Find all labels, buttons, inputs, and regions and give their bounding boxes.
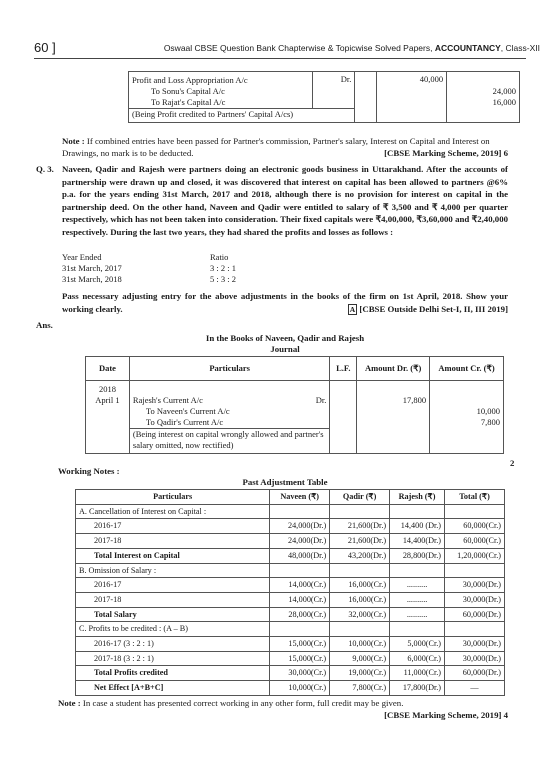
previous-journal-table xyxy=(128,71,520,123)
particulars-cell: 2016-17 xyxy=(76,519,270,534)
total-cell: 30,000(Dr.) xyxy=(445,592,505,607)
particulars-cell: 2016-17 (3 : 2 : 1) xyxy=(76,637,270,652)
credit-account: To Qadir's Current A/c xyxy=(129,417,329,429)
naveen-cell xyxy=(270,622,330,637)
credit-account: To Naveen's Current A/c xyxy=(129,406,329,417)
narration-cell: (Being Profit credited to Partners' Capital A/cs) xyxy=(129,109,355,123)
qadir-cell: 7,800(Cr.) xyxy=(330,681,390,696)
particulars-cell xyxy=(129,395,329,406)
ratio-year: 31st March, 2018 xyxy=(62,274,122,284)
title-subject: ACCOUNTANCY xyxy=(434,43,501,53)
col-lf: L.F. xyxy=(330,357,357,381)
total-cell: 1,20,000(Cr.) xyxy=(445,548,505,563)
qadir-cell: 43,200(Dr.) xyxy=(330,548,390,563)
particulars-cell: B. Omission of Salary : xyxy=(76,563,270,578)
qadir-cell: 16,000(Cr.) xyxy=(330,592,390,607)
table-row xyxy=(76,622,505,637)
total-cell: 60,000(Dr.) xyxy=(445,666,505,681)
lf-cell xyxy=(355,97,377,109)
particulars-cell: Total Salary xyxy=(76,607,270,622)
past-table-title: Past Adjustment Table xyxy=(242,477,328,487)
total-cell: — xyxy=(445,681,505,696)
ratio-row xyxy=(62,263,236,274)
table-row xyxy=(129,72,520,87)
title-prefix: Oswaal CBSE Question Bank Chapterwise & Topicwise Solved Papers, xyxy=(163,43,435,53)
qadir-cell: 16,000(Cr.) xyxy=(330,578,390,593)
col-particulars: Particulars xyxy=(76,490,270,505)
note-full-credit xyxy=(58,698,508,710)
debit-account: Rajesh's Current A/c xyxy=(132,395,203,405)
naveen-cell: 24,000(Dr.) xyxy=(270,534,330,549)
particulars-cell: 2017-18 xyxy=(76,534,270,549)
amount-dr-cell xyxy=(377,86,447,97)
qadir-cell: 21,600(Dr.) xyxy=(330,519,390,534)
rajesh-cell: 11,000(Cr.) xyxy=(390,666,445,681)
journal-title: Journal xyxy=(270,344,300,354)
particulars-cell xyxy=(129,381,329,396)
question-instruction xyxy=(62,290,508,316)
amount-dr-cell xyxy=(357,417,430,429)
question-reference xyxy=(348,303,508,317)
amount-cr-cell: 16,000 xyxy=(447,97,520,109)
rajesh-cell xyxy=(390,622,445,637)
table-row xyxy=(76,651,505,666)
amount-cr-cell: 10,000 xyxy=(430,406,504,417)
dr-marker xyxy=(313,97,355,109)
particulars-cell: To Sonu's Capital A/c xyxy=(129,86,313,97)
instruction-text: Pass necessary adjusting entry for the above adjustments in the books of the firm on 1st April, 2018. Show your working clearly. xyxy=(62,291,508,314)
ratio-row xyxy=(62,274,236,285)
naveen-cell: 14,000(Cr.) xyxy=(270,578,330,593)
col-particulars: Particulars xyxy=(129,357,329,381)
note-reference: [CBSE Marking Scheme, 2019] 6 xyxy=(384,147,508,158)
amount-dr-cell xyxy=(377,109,447,123)
table-row xyxy=(76,637,505,652)
table-row xyxy=(76,534,505,549)
table-row xyxy=(76,548,505,563)
amount-dr-cell xyxy=(357,406,430,417)
table-row xyxy=(76,592,505,607)
qadir-cell: 19,000(Cr.) xyxy=(330,666,390,681)
dr-marker: Dr. xyxy=(313,72,355,87)
total-cell xyxy=(445,504,505,519)
amount-cr-cell xyxy=(430,395,504,406)
amount-dr-cell xyxy=(377,97,447,109)
total-cell: 60,000(Dr.) xyxy=(445,607,505,622)
working-notes-label: Working Notes : xyxy=(58,466,120,476)
table-row xyxy=(76,666,505,681)
total-cell: 30,000(Dr.) xyxy=(445,651,505,666)
naveen-cell xyxy=(270,563,330,578)
total-cell xyxy=(445,622,505,637)
table-row xyxy=(76,563,505,578)
naveen-cell: 10,000(Cr.) xyxy=(270,681,330,696)
note-marking xyxy=(62,136,508,159)
note-label: Note : xyxy=(58,698,81,708)
date-day: April 1 xyxy=(86,395,130,406)
naveen-cell: 14,000(Cr.) xyxy=(270,592,330,607)
qadir-cell: 21,600(Dr.) xyxy=(330,534,390,549)
ratio-header xyxy=(62,252,236,263)
amount-cr-cell: 24,000 xyxy=(447,86,520,97)
title-suffix: , Class-XII xyxy=(500,43,540,53)
ratio-block xyxy=(62,252,236,285)
amount-dr-cell: 17,800 xyxy=(357,395,430,406)
amount-cr-cell xyxy=(447,72,520,87)
amount-dr-cell xyxy=(357,429,430,454)
col-date: Date xyxy=(86,357,130,381)
lf-cell xyxy=(355,109,377,123)
naveen-cell: 28,000(Cr.) xyxy=(270,607,330,622)
naveen-cell: 30,000(Cr.) xyxy=(270,666,330,681)
naveen-cell xyxy=(270,504,330,519)
rajesh-cell: .......... xyxy=(390,592,445,607)
past-adjustment-table xyxy=(75,489,505,696)
rajesh-cell: 6,000(Cr.) xyxy=(390,651,445,666)
col-amount-dr: Amount Dr. (₹) xyxy=(357,357,430,381)
rajesh-cell: 28,800(Dr.) xyxy=(390,548,445,563)
rajesh-cell xyxy=(390,563,445,578)
table-row xyxy=(76,681,505,696)
col-naveen: Naveen (₹) xyxy=(270,490,330,505)
answer-label: Ans. xyxy=(36,320,53,330)
qadir-cell xyxy=(330,504,390,519)
total-cell: 30,000(Dr.) xyxy=(445,637,505,652)
qadir-cell: 9,000(Cr.) xyxy=(330,651,390,666)
rajesh-cell: 14,400(Dr.) xyxy=(390,534,445,549)
question-text: Naveen, Qadir and Rajesh were partners doing an electronic goods business in Uttarakhand. After the accounts of partnership were drawn up and closed, it was discovered that interest on capital has been allowed to partners @6% p.a. for the years ending 31st March, 2017 and 2018, although there is no provision for interest on capital in the partnership deed. On the other hand, Naveen and Qadir were entitled to salary of ₹ 3,500 and ₹ 4,000 per quarter respectively, which has not been taken into consideration. Their fixed capitals were ₹4,00,000, ₹3,60,000 and ₹2,40,000 respectively. During the last two years, they had shared the profits and losses as follows : xyxy=(62,164,508,237)
lf-cell xyxy=(330,406,357,417)
ref-badge: A xyxy=(349,304,356,314)
ratio-value: 3 : 2 : 1 xyxy=(210,263,236,273)
past-table-body xyxy=(76,504,505,695)
amount-cr-cell xyxy=(430,381,504,396)
rajesh-cell: 5,000(Cr.) xyxy=(390,637,445,652)
col-rajesh: Rajesh (₹) xyxy=(390,490,445,505)
journal-row xyxy=(86,417,504,429)
year-header: Year Ended xyxy=(62,252,102,262)
particulars-cell: A. Cancellation of Interest on Capital : xyxy=(76,504,270,519)
narration-cell: (Being interest on capital wrongly allowed and partner's salary omitted, now rectified) xyxy=(129,429,329,454)
date-cell xyxy=(86,429,130,454)
table-row xyxy=(76,578,505,593)
particulars-cell: Net Effect [A+B+C] xyxy=(76,681,270,696)
journal-table xyxy=(85,356,504,454)
note-label: Note : xyxy=(62,136,85,146)
particulars-cell: To Rajat's Capital A/c xyxy=(129,97,313,109)
lf-cell xyxy=(330,395,357,406)
running-title xyxy=(160,43,540,53)
col-amount-cr: Amount Cr. (₹) xyxy=(430,357,504,381)
naveen-cell: 24,000(Dr.) xyxy=(270,519,330,534)
naveen-cell: 48,000(Dr.) xyxy=(270,548,330,563)
amount-cr-cell xyxy=(430,429,504,454)
qadir-cell: 10,000(Cr.) xyxy=(330,637,390,652)
header-rule xyxy=(34,58,526,59)
particulars-cell: 2017-18 xyxy=(76,592,270,607)
dr-marker xyxy=(313,86,355,97)
qadir-cell: 32,000(Cr.) xyxy=(330,607,390,622)
col-qadir: Qadir (₹) xyxy=(330,490,390,505)
particulars-cell: Total Profits credited xyxy=(76,666,270,681)
naveen-cell: 15,000(Cr.) xyxy=(270,637,330,652)
total-cell xyxy=(445,563,505,578)
total-cell: 30,000(Dr.) xyxy=(445,578,505,593)
ratio-year: 31st March, 2017 xyxy=(62,263,122,273)
marks: 2 xyxy=(510,458,515,468)
dr-marker: Dr. xyxy=(315,395,327,405)
qadir-cell xyxy=(330,622,390,637)
particulars-cell: 2016-17 xyxy=(76,578,270,593)
naveen-cell: 15,000(Cr.) xyxy=(270,651,330,666)
table-row xyxy=(129,86,520,97)
lf-cell xyxy=(355,72,377,87)
page-number: 60 ] xyxy=(34,40,56,55)
total-cell: 60,000(Cr.) xyxy=(445,519,505,534)
journal-row xyxy=(86,395,504,406)
amount-dr-cell: 40,000 xyxy=(377,72,447,87)
qadir-cell xyxy=(330,563,390,578)
note-reference: [CBSE Marking Scheme, 2019] 4 xyxy=(384,710,508,720)
ratio-value: 5 : 3 : 2 xyxy=(210,274,236,284)
ratio-header-label: Ratio xyxy=(210,252,229,262)
lf-cell xyxy=(330,417,357,429)
particulars-cell: C. Profits to be credited : (A – B) xyxy=(76,622,270,637)
particulars-cell: 2017-18 (3 : 2 : 1) xyxy=(76,651,270,666)
past-header-row xyxy=(76,490,505,505)
book-title: In the Books of Naveen, Qadir and Rajesh xyxy=(205,333,365,343)
amount-dr-cell xyxy=(357,381,430,396)
rajesh-cell xyxy=(390,504,445,519)
lf-cell xyxy=(355,86,377,97)
ref-text: [CBSE Outside Delhi Set-I, II, III 2019] xyxy=(359,303,508,314)
date-cell xyxy=(86,406,130,417)
table-row xyxy=(129,109,520,123)
particulars-cell: Profit and Loss Appropriation A/c xyxy=(129,72,313,87)
rajesh-cell: 17,800(Dr.) xyxy=(390,681,445,696)
journal-row xyxy=(86,406,504,417)
table-row xyxy=(76,607,505,622)
particulars-cell: Total Interest on Capital xyxy=(76,548,270,563)
table-row xyxy=(129,97,520,109)
total-cell: 60,000(Cr.) xyxy=(445,534,505,549)
table-row xyxy=(76,519,505,534)
journal-row xyxy=(86,429,504,454)
lf-cell xyxy=(330,381,357,396)
question-number: Q. 3. xyxy=(36,164,54,174)
amount-cr-cell xyxy=(447,109,520,123)
journal-row xyxy=(86,381,504,396)
journal-header-row xyxy=(86,357,504,381)
date-year: 2018 xyxy=(86,381,130,396)
rajesh-cell: .......... xyxy=(390,578,445,593)
note-text: If combined entries have been passed for Partner's commission, Partner's salary, Interest on Capital and Interest on Drawings, no mark is to be deducted. xyxy=(62,136,490,158)
rajesh-cell: .......... xyxy=(390,607,445,622)
lf-cell xyxy=(330,429,357,454)
amount-cr-cell: 7,800 xyxy=(430,417,504,429)
note-text: In case a student has presented correct working in any other form, full credit may be given. xyxy=(82,698,404,708)
table-row xyxy=(76,504,505,519)
col-total: Total (₹) xyxy=(445,490,505,505)
date-cell xyxy=(86,417,130,429)
rajesh-cell: 14,400 (Dr.) xyxy=(390,519,445,534)
